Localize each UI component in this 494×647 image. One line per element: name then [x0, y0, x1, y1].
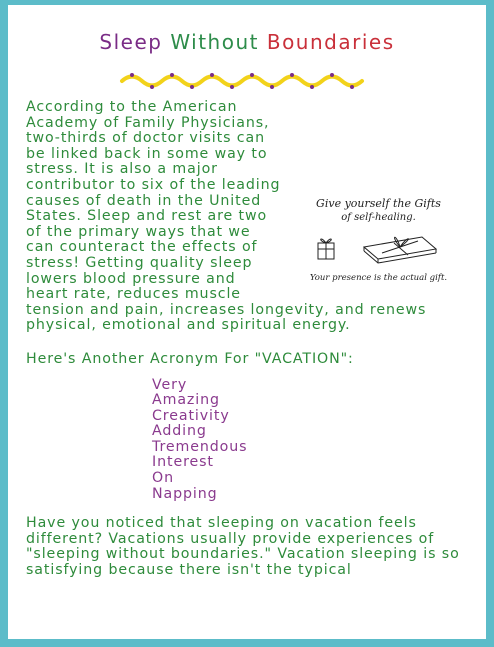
acronym-word: Napping	[152, 485, 218, 502]
acronym-word: Very	[152, 376, 188, 393]
page-title	[0, 30, 494, 54]
gift-title-line1: Give yourself the Gifts	[316, 197, 441, 210]
closing-paragraph: Have you noticed that sleeping on vacation feels different? Vacations usually provide experiences of "sleeping without boundaries." Vacation sleeping is so satisfying because there isn't the typical	[26, 515, 460, 579]
acronym-word: Creativity	[152, 407, 230, 424]
gift-title-line2: of self-healing.	[341, 212, 416, 223]
intro-paragraph: According to the American Academy of Family Physicians, two-thirds of doctor visits can be linked back in some way to stress. It is also a major contributor to six of the leading causes of death in the United States. Sleep and rest are two of the primary ways that we can counteract the effects of stress! Getting quality sleep lowers blood pressure and heart rate, reduces muscle tension and pain, increases longevity, and renews physical, emotional and spiritual energy.	[26, 99, 427, 334]
title-without: Without	[170, 30, 259, 54]
gift-box	[291, 196, 466, 288]
title-sleep: Sleep	[99, 30, 163, 54]
squiggle-divider	[118, 70, 378, 92]
gift-icon	[304, 225, 454, 265]
acronym-word: Amazing	[152, 392, 220, 409]
title-boundaries: Boundaries	[266, 30, 395, 54]
acronym-word: Tremendous	[152, 438, 248, 455]
acronym-intro: Here's Another Acronym For "VACATION":	[26, 350, 354, 367]
acronym-word: Interest	[152, 454, 214, 471]
acronym-list	[152, 378, 466, 503]
article-body	[26, 100, 466, 579]
acronym-word: On	[152, 470, 174, 487]
acronym-word: Adding	[152, 423, 207, 440]
gift-caption: Your presence is the actual gift.	[309, 272, 448, 283]
